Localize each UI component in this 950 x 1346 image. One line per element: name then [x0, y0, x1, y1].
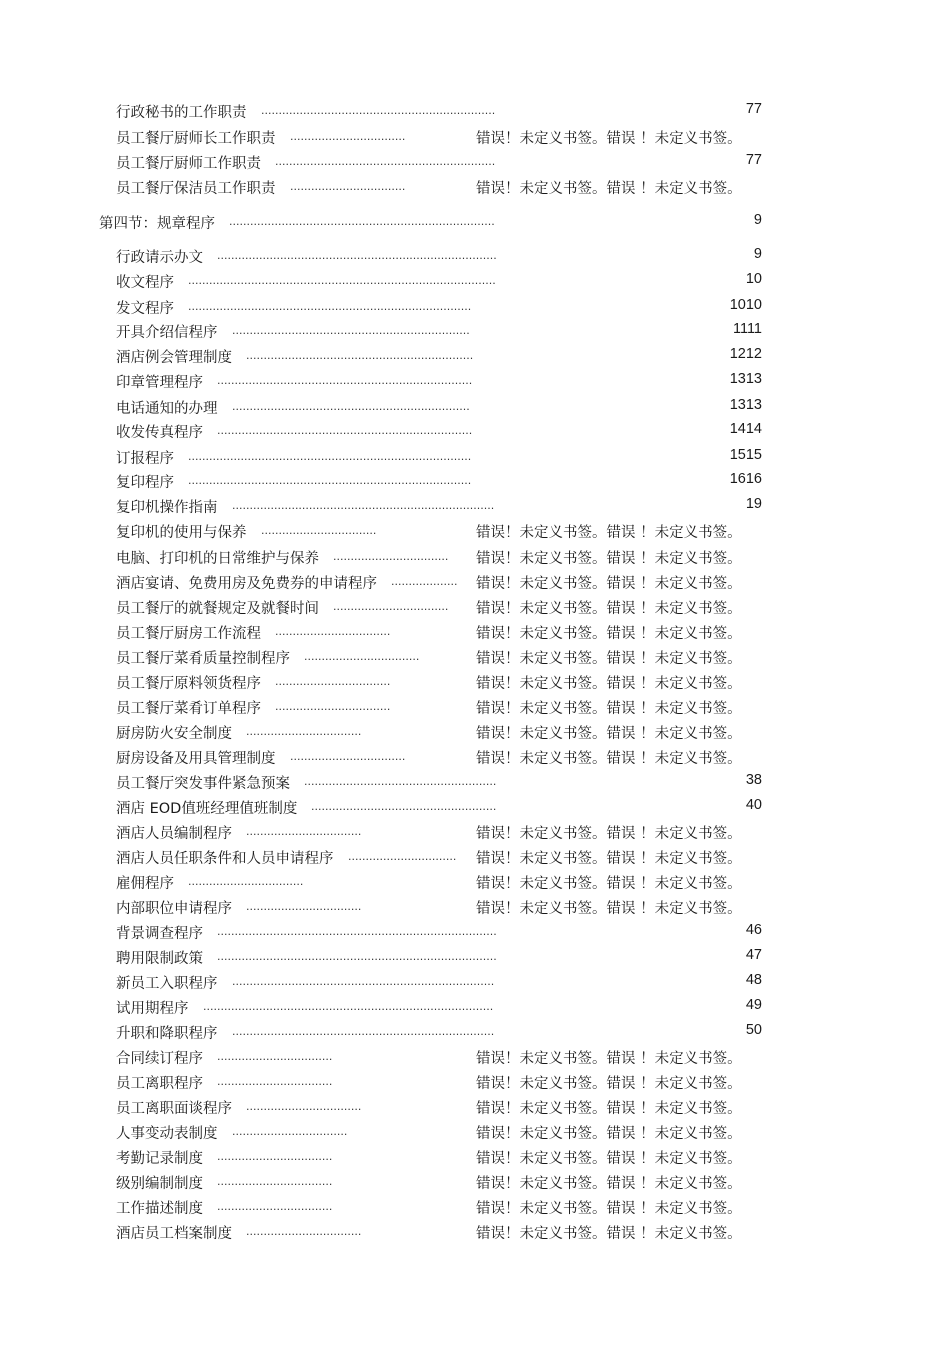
toc-leader-dots: ................................. — [275, 675, 391, 688]
toc-error-text: 错误！未定义书签。错误 ！未定义书签。 — [476, 626, 742, 642]
toc-leader-dots: ................................. — [275, 700, 391, 713]
toc-entry-title: 员工餐厅厨师工作职责 — [116, 156, 261, 172]
toc-entry-title: 员工离职面谈程序 — [116, 1101, 232, 1117]
toc-entry[interactable] — [0, 1122, 950, 1146]
toc-entry[interactable] — [0, 1222, 950, 1246]
toc-error-text: 错误！未定义书签。错误 ！未定义书签。 — [476, 131, 742, 147]
toc-leader-dots: ................................. — [217, 1150, 333, 1163]
toc-entry[interactable] — [0, 1047, 950, 1071]
toc-entry[interactable] — [0, 947, 950, 971]
toc-entry[interactable] — [0, 597, 950, 621]
toc-entry-title: 复印程序 — [116, 475, 174, 491]
toc-leader-dots: ................................. — [217, 1200, 333, 1213]
toc-leader-dots: ......................................................................... — [217, 424, 473, 437]
toc-entry-title: 考勤记录制度 — [116, 1151, 203, 1167]
toc-entry-title: 雇佣程序 — [116, 876, 174, 892]
toc-entry[interactable] — [0, 496, 950, 520]
toc-entry[interactable] — [0, 297, 950, 321]
toc-entry[interactable] — [0, 246, 950, 270]
toc-entry[interactable] — [0, 421, 950, 445]
toc-leader-dots: .................................................................... — [232, 324, 470, 337]
toc-entry[interactable] — [0, 672, 950, 696]
toc-leader-dots: ................................. — [217, 1050, 333, 1063]
toc-error-text: 错误！未定义书签。错误 ！未定义书签。 — [476, 1226, 742, 1242]
toc-entry-title: 酒店 EOD值班经理值班制度 — [116, 801, 298, 817]
toc-entry[interactable] — [0, 872, 950, 896]
toc-leader-dots: ........................................................................... — [232, 975, 495, 988]
toc-page-number: 9 — [753, 212, 762, 228]
toc-entry[interactable] — [0, 346, 950, 370]
toc-entry-title: 背景调查程序 — [116, 926, 203, 942]
toc-entry-title: 酒店员工档案制度 — [116, 1226, 232, 1242]
toc-entry-title: 收文程序 — [116, 275, 174, 291]
toc-entry[interactable] — [0, 572, 950, 596]
toc-leader-dots: ................................. — [246, 900, 362, 913]
toc-entry[interactable] — [0, 1172, 950, 1196]
toc-entry-title: 合同续订程序 — [116, 1051, 203, 1067]
toc-entry-title: 订报程序 — [116, 451, 174, 467]
toc-leader-dots: ................... — [391, 575, 458, 588]
toc-entry-title: 酒店例会管理制度 — [116, 350, 232, 366]
toc-page-number: 47 — [745, 947, 762, 963]
toc-leader-dots: .................................................................... — [232, 400, 470, 413]
toc-page-number: 1616 — [729, 471, 762, 487]
toc-error-text: 错误！未定义书签。错误 ！未定义书签。 — [476, 551, 742, 567]
toc-page-number: 77 — [745, 152, 762, 168]
toc-entry-title: 发文程序 — [116, 301, 174, 317]
toc-entry-title: 员工餐厅保洁员工作职责 — [116, 181, 276, 197]
toc-page-number: 49 — [745, 997, 762, 1013]
toc-page-number: 1414 — [729, 421, 762, 437]
toc-entry-title: 印章管理程序 — [116, 375, 203, 391]
toc-error-text: 错误！未定义书签。错误 ！未定义书签。 — [476, 1126, 742, 1142]
toc-error-text: 错误！未定义书签。错误 ！未定义书签。 — [476, 701, 742, 717]
toc-leader-dots: ................................................................................ — [217, 249, 497, 262]
toc-entry[interactable] — [0, 772, 950, 796]
toc-page-number: 19 — [745, 496, 762, 512]
toc-page-number: 1313 — [729, 371, 762, 387]
toc-entry[interactable] — [0, 1022, 950, 1046]
toc-entry[interactable] — [0, 127, 950, 151]
toc-error-text: 错误！未定义书签。错误 ！未定义书签。 — [476, 751, 742, 767]
toc-leader-dots: ................................. — [217, 1075, 333, 1088]
toc-entry-title: 工作描述制度 — [116, 1201, 203, 1217]
toc-page-number: 48 — [745, 972, 762, 988]
toc-leader-dots: ................................. — [246, 725, 362, 738]
toc-entry[interactable] — [0, 822, 950, 846]
toc-leader-dots: ................................. — [333, 550, 449, 563]
toc-entry-title: 酒店人员编制程序 — [116, 826, 232, 842]
toc-leader-dots: ................................. — [188, 875, 304, 888]
toc-error-text: 错误！未定义书签。错误 ！未定义书签。 — [476, 826, 742, 842]
toc-error-text: 错误！未定义书签。错误 ！未定义书签。 — [476, 651, 742, 667]
toc-entry-title: 酒店人员任职条件和人员申请程序 — [116, 851, 334, 867]
toc-entry[interactable] — [0, 521, 950, 545]
toc-leader-dots: ................................................................................... — [203, 1000, 494, 1013]
toc-leader-dots: ................................. — [290, 750, 406, 763]
toc-error-text: 错误！未定义书签。错误 ！未定义书签。 — [476, 1201, 742, 1217]
toc-page-number: 1212 — [729, 346, 762, 362]
toc-entry-title: 厨房防火安全制度 — [116, 726, 232, 742]
toc-entry-title: 电话通知的办理 — [116, 401, 218, 417]
toc-error-text: 错误！未定义书签。错误 ！未定义书签。 — [476, 851, 742, 867]
toc-leader-dots: ................................. — [333, 600, 449, 613]
toc-entry-title: 复印机的使用与保养 — [116, 525, 247, 541]
toc-entry[interactable] — [0, 972, 950, 996]
toc-error-text: 错误！未定义书签。错误 ！未定义书签。 — [476, 1101, 742, 1117]
toc-entry-title: 员工餐厅厨师长工作职责 — [116, 131, 276, 147]
toc-leader-dots: ................................. — [246, 825, 362, 838]
toc-entry[interactable] — [0, 722, 950, 746]
toc-leader-dots: ................................................................................. — [188, 450, 472, 463]
toc-page-number: 1111 — [732, 321, 762, 337]
toc-entry-title: 员工餐厅的就餐规定及就餐时间 — [116, 601, 319, 617]
toc-error-text: 错误！未定义书签。错误 ！未定义书签。 — [476, 1176, 742, 1192]
toc-leader-dots: ................................. — [246, 1100, 362, 1113]
toc-entry-title: 员工餐厅原料领货程序 — [116, 676, 261, 692]
toc-leader-dots: ....................................................... — [304, 775, 497, 788]
toc-leader-dots: ........................................................................... — [232, 1025, 495, 1038]
toc-error-text: 错误！未定义书签。错误 ！未定义书签。 — [476, 1076, 742, 1092]
toc-leader-dots: ................................. — [246, 1225, 362, 1238]
toc-leader-dots: ................................. — [232, 1125, 348, 1138]
toc-entry-title: 行政请示办文 — [116, 250, 203, 266]
toc-page-number: 10 — [745, 271, 762, 287]
toc-entry[interactable] — [0, 321, 950, 345]
toc-entry-title: 聘用限制政策 — [116, 951, 203, 967]
toc-entry-title: 内部职位申请程序 — [116, 901, 232, 917]
toc-entry-title: 新员工入职程序 — [116, 976, 218, 992]
toc-page-number: 1313 — [729, 397, 762, 413]
toc-entry[interactable] — [0, 797, 950, 821]
toc-entry[interactable] — [0, 1147, 950, 1171]
toc-leader-dots: ......................................................................... — [217, 374, 473, 387]
toc-entry-title: 员工餐厅突发事件紧急预案 — [116, 776, 290, 792]
toc-error-text: 错误！未定义书签。错误 ！未定义书签。 — [476, 576, 742, 592]
toc-entry[interactable] — [0, 397, 950, 421]
toc-leader-dots: ................................. — [290, 130, 406, 143]
toc-entry[interactable] — [0, 547, 950, 571]
toc-page-number: 1010 — [729, 297, 762, 313]
toc-leader-dots: ................................................................................. — [188, 474, 472, 487]
toc-leader-dots: ............................................................... — [275, 155, 496, 168]
toc-error-text: 错误！未定义书签。错误 ！未定义书签。 — [476, 601, 742, 617]
toc-entry-title: 收发传真程序 — [116, 425, 203, 441]
toc-leader-dots: ..................................................... — [311, 800, 497, 813]
toc-entry[interactable] — [0, 697, 950, 721]
toc-error-text: 错误！未定义书签。错误 ！未定义书签。 — [476, 525, 742, 541]
toc-error-text: 错误！未定义书签。错误 ！未定义书签。 — [476, 876, 742, 892]
toc-leader-dots: ................................................................. — [246, 349, 474, 362]
toc-entry[interactable] — [0, 152, 950, 176]
toc-entry-title: 复印机操作指南 — [116, 500, 218, 516]
toc-entry-title: 电脑、打印机的日常维护与保养 — [116, 551, 319, 567]
toc-entry[interactable] — [0, 897, 950, 921]
toc-page-number: 50 — [745, 1022, 762, 1038]
toc-leader-dots: ........................................................................................ — [188, 274, 496, 287]
toc-entry-title: 第四节：规章程序 — [99, 216, 215, 232]
toc-error-text: 错误！未定义书签。错误 ！未定义书签。 — [476, 901, 742, 917]
toc-error-text: 错误！未定义书签。错误 ！未定义书签。 — [476, 1051, 742, 1067]
toc-entry-title: 人事变动表制度 — [116, 1126, 218, 1142]
toc-leader-dots: ................................. — [304, 650, 420, 663]
toc-entry[interactable] — [0, 271, 950, 295]
toc-entry-title: 试用期程序 — [116, 1001, 189, 1017]
toc-leader-dots: ................................. — [217, 1175, 333, 1188]
toc-page-number: 77 — [745, 101, 762, 117]
toc-entry-title: 员工餐厅厨房工作流程 — [116, 626, 261, 642]
toc-entry[interactable] — [0, 622, 950, 646]
toc-entry-title: 厨房设备及用具管理制度 — [116, 751, 276, 767]
toc-leader-dots: ............................... — [348, 850, 457, 863]
toc-leader-dots: ........................................................................... — [232, 499, 495, 512]
toc-entry[interactable] — [0, 647, 950, 671]
toc-leader-dots: ................................................................................ — [217, 925, 497, 938]
toc-leader-dots: ................................................................... — [261, 104, 496, 117]
toc-entry[interactable] — [0, 997, 950, 1021]
toc-page-number: 38 — [745, 772, 762, 788]
toc-entry[interactable] — [0, 447, 950, 471]
toc-entry[interactable] — [0, 471, 950, 495]
toc-entry-title: 员工离职程序 — [116, 1076, 203, 1092]
toc-error-text: 错误！未定义书签。错误 ！未定义书签。 — [476, 676, 742, 692]
toc-error-text: 错误！未定义书签。错误 ！未定义书签。 — [476, 726, 742, 742]
toc-error-text: 错误！未定义书签。错误 ！未定义书签。 — [476, 1151, 742, 1167]
toc-entry[interactable] — [0, 371, 950, 395]
toc-entry-title: 员工餐厅菜肴质量控制程序 — [116, 651, 290, 667]
toc-error-text: 错误！未定义书签。错误 ！未定义书签。 — [476, 181, 742, 197]
toc-entry[interactable] — [0, 1097, 950, 1121]
toc-page-number: 9 — [753, 246, 762, 262]
toc-entry[interactable] — [0, 922, 950, 946]
toc-leader-dots: ................................................................................ — [217, 950, 497, 963]
toc-entry-title: 级别编制制度 — [116, 1176, 203, 1192]
toc-entry[interactable] — [0, 101, 950, 125]
toc-entry[interactable] — [0, 212, 950, 236]
toc-entry[interactable] — [0, 1072, 950, 1096]
toc-leader-dots: ................................................................................. — [188, 300, 472, 313]
toc-page-number: 1515 — [729, 447, 762, 463]
toc-entry[interactable] — [0, 747, 950, 771]
toc-entry[interactable] — [0, 847, 950, 871]
toc-page-number: 46 — [745, 922, 762, 938]
toc-entry-title: 酒店宴请、免费用房及免费券的申请程序 — [116, 576, 377, 592]
toc-leader-dots: ................................. — [290, 180, 406, 193]
toc-entry-title: 升职和降职程序 — [116, 1026, 218, 1042]
toc-entry[interactable] — [0, 177, 950, 201]
toc-entry-title: 行政秘书的工作职责 — [116, 105, 247, 121]
toc-leader-dots: ............................................................................ — [229, 215, 495, 228]
toc-leader-dots: ................................. — [261, 524, 377, 537]
toc-leader-dots: ................................. — [275, 625, 391, 638]
toc-page-number: 40 — [745, 797, 762, 813]
toc-entry-title: 员工餐厅菜肴订单程序 — [116, 701, 261, 717]
toc-entry[interactable] — [0, 1197, 950, 1221]
toc-entry-title: 开具介绍信程序 — [116, 325, 218, 341]
